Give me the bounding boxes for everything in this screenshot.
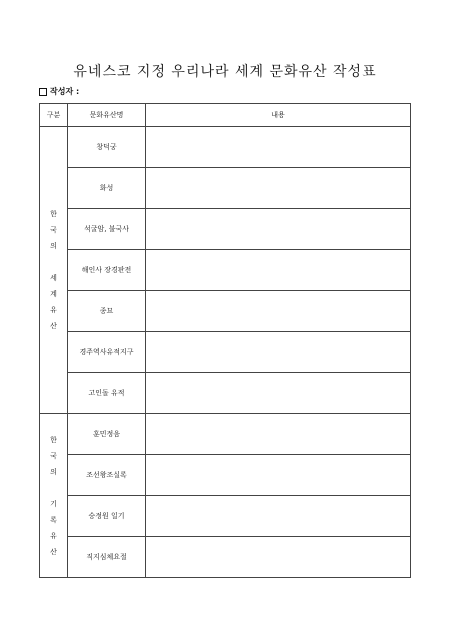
content-cell[interactable] bbox=[146, 250, 411, 291]
checkbox-icon bbox=[39, 88, 47, 96]
table-row bbox=[40, 455, 411, 496]
table-row bbox=[40, 127, 411, 168]
content-cell[interactable] bbox=[146, 496, 411, 537]
table-row bbox=[40, 250, 411, 291]
header-category: 구분 bbox=[40, 104, 68, 127]
content-cell[interactable] bbox=[146, 332, 411, 373]
heritage-name: 석굴암, 불국사 bbox=[68, 209, 146, 250]
content-cell[interactable] bbox=[146, 168, 411, 209]
heritage-name: 훈민정음 bbox=[68, 414, 146, 455]
heritage-name: 직지심체요절 bbox=[68, 537, 146, 578]
table-row bbox=[40, 291, 411, 332]
content-cell[interactable] bbox=[146, 455, 411, 496]
header-name: 문화유산명 bbox=[68, 104, 146, 127]
content-cell[interactable] bbox=[146, 373, 411, 414]
heritage-name: 고인돌 유적 bbox=[68, 373, 146, 414]
category-cell-documentary-heritage bbox=[40, 414, 68, 578]
table-row bbox=[40, 332, 411, 373]
category-label: 한 국 의 기 록 유 산 bbox=[50, 435, 57, 556]
author-line bbox=[39, 86, 79, 97]
content-cell[interactable] bbox=[146, 537, 411, 578]
content-cell[interactable] bbox=[146, 127, 411, 168]
page-title: 유네스코 지정 우리나라 세계 문화유산 작성표 bbox=[73, 64, 377, 81]
table-row bbox=[40, 496, 411, 537]
table-row bbox=[40, 537, 411, 578]
content-cell[interactable] bbox=[146, 209, 411, 250]
content-cell[interactable] bbox=[146, 291, 411, 332]
table-row bbox=[40, 209, 411, 250]
heritage-name: 창덕궁 bbox=[68, 127, 146, 168]
heritage-name: 승정원 일기 bbox=[68, 496, 146, 537]
table-row bbox=[40, 373, 411, 414]
table-row bbox=[40, 168, 411, 209]
heritage-table bbox=[39, 103, 411, 578]
table-header-row bbox=[40, 104, 411, 127]
table-row bbox=[40, 414, 411, 455]
heritage-name: 화성 bbox=[68, 168, 146, 209]
header-content: 내용 bbox=[146, 104, 411, 127]
category-label: 한 국 의 세 계 유 산 bbox=[50, 210, 57, 330]
content-cell[interactable] bbox=[146, 414, 411, 455]
category-cell-world-heritage bbox=[40, 127, 68, 414]
heritage-name: 조선왕조실록 bbox=[68, 455, 146, 496]
heritage-name: 해인사 장경판전 bbox=[68, 250, 146, 291]
heritage-name: 종묘 bbox=[68, 291, 146, 332]
author-label: 작성자 : bbox=[50, 87, 80, 96]
heritage-name: 경주역사유적지구 bbox=[68, 332, 146, 373]
